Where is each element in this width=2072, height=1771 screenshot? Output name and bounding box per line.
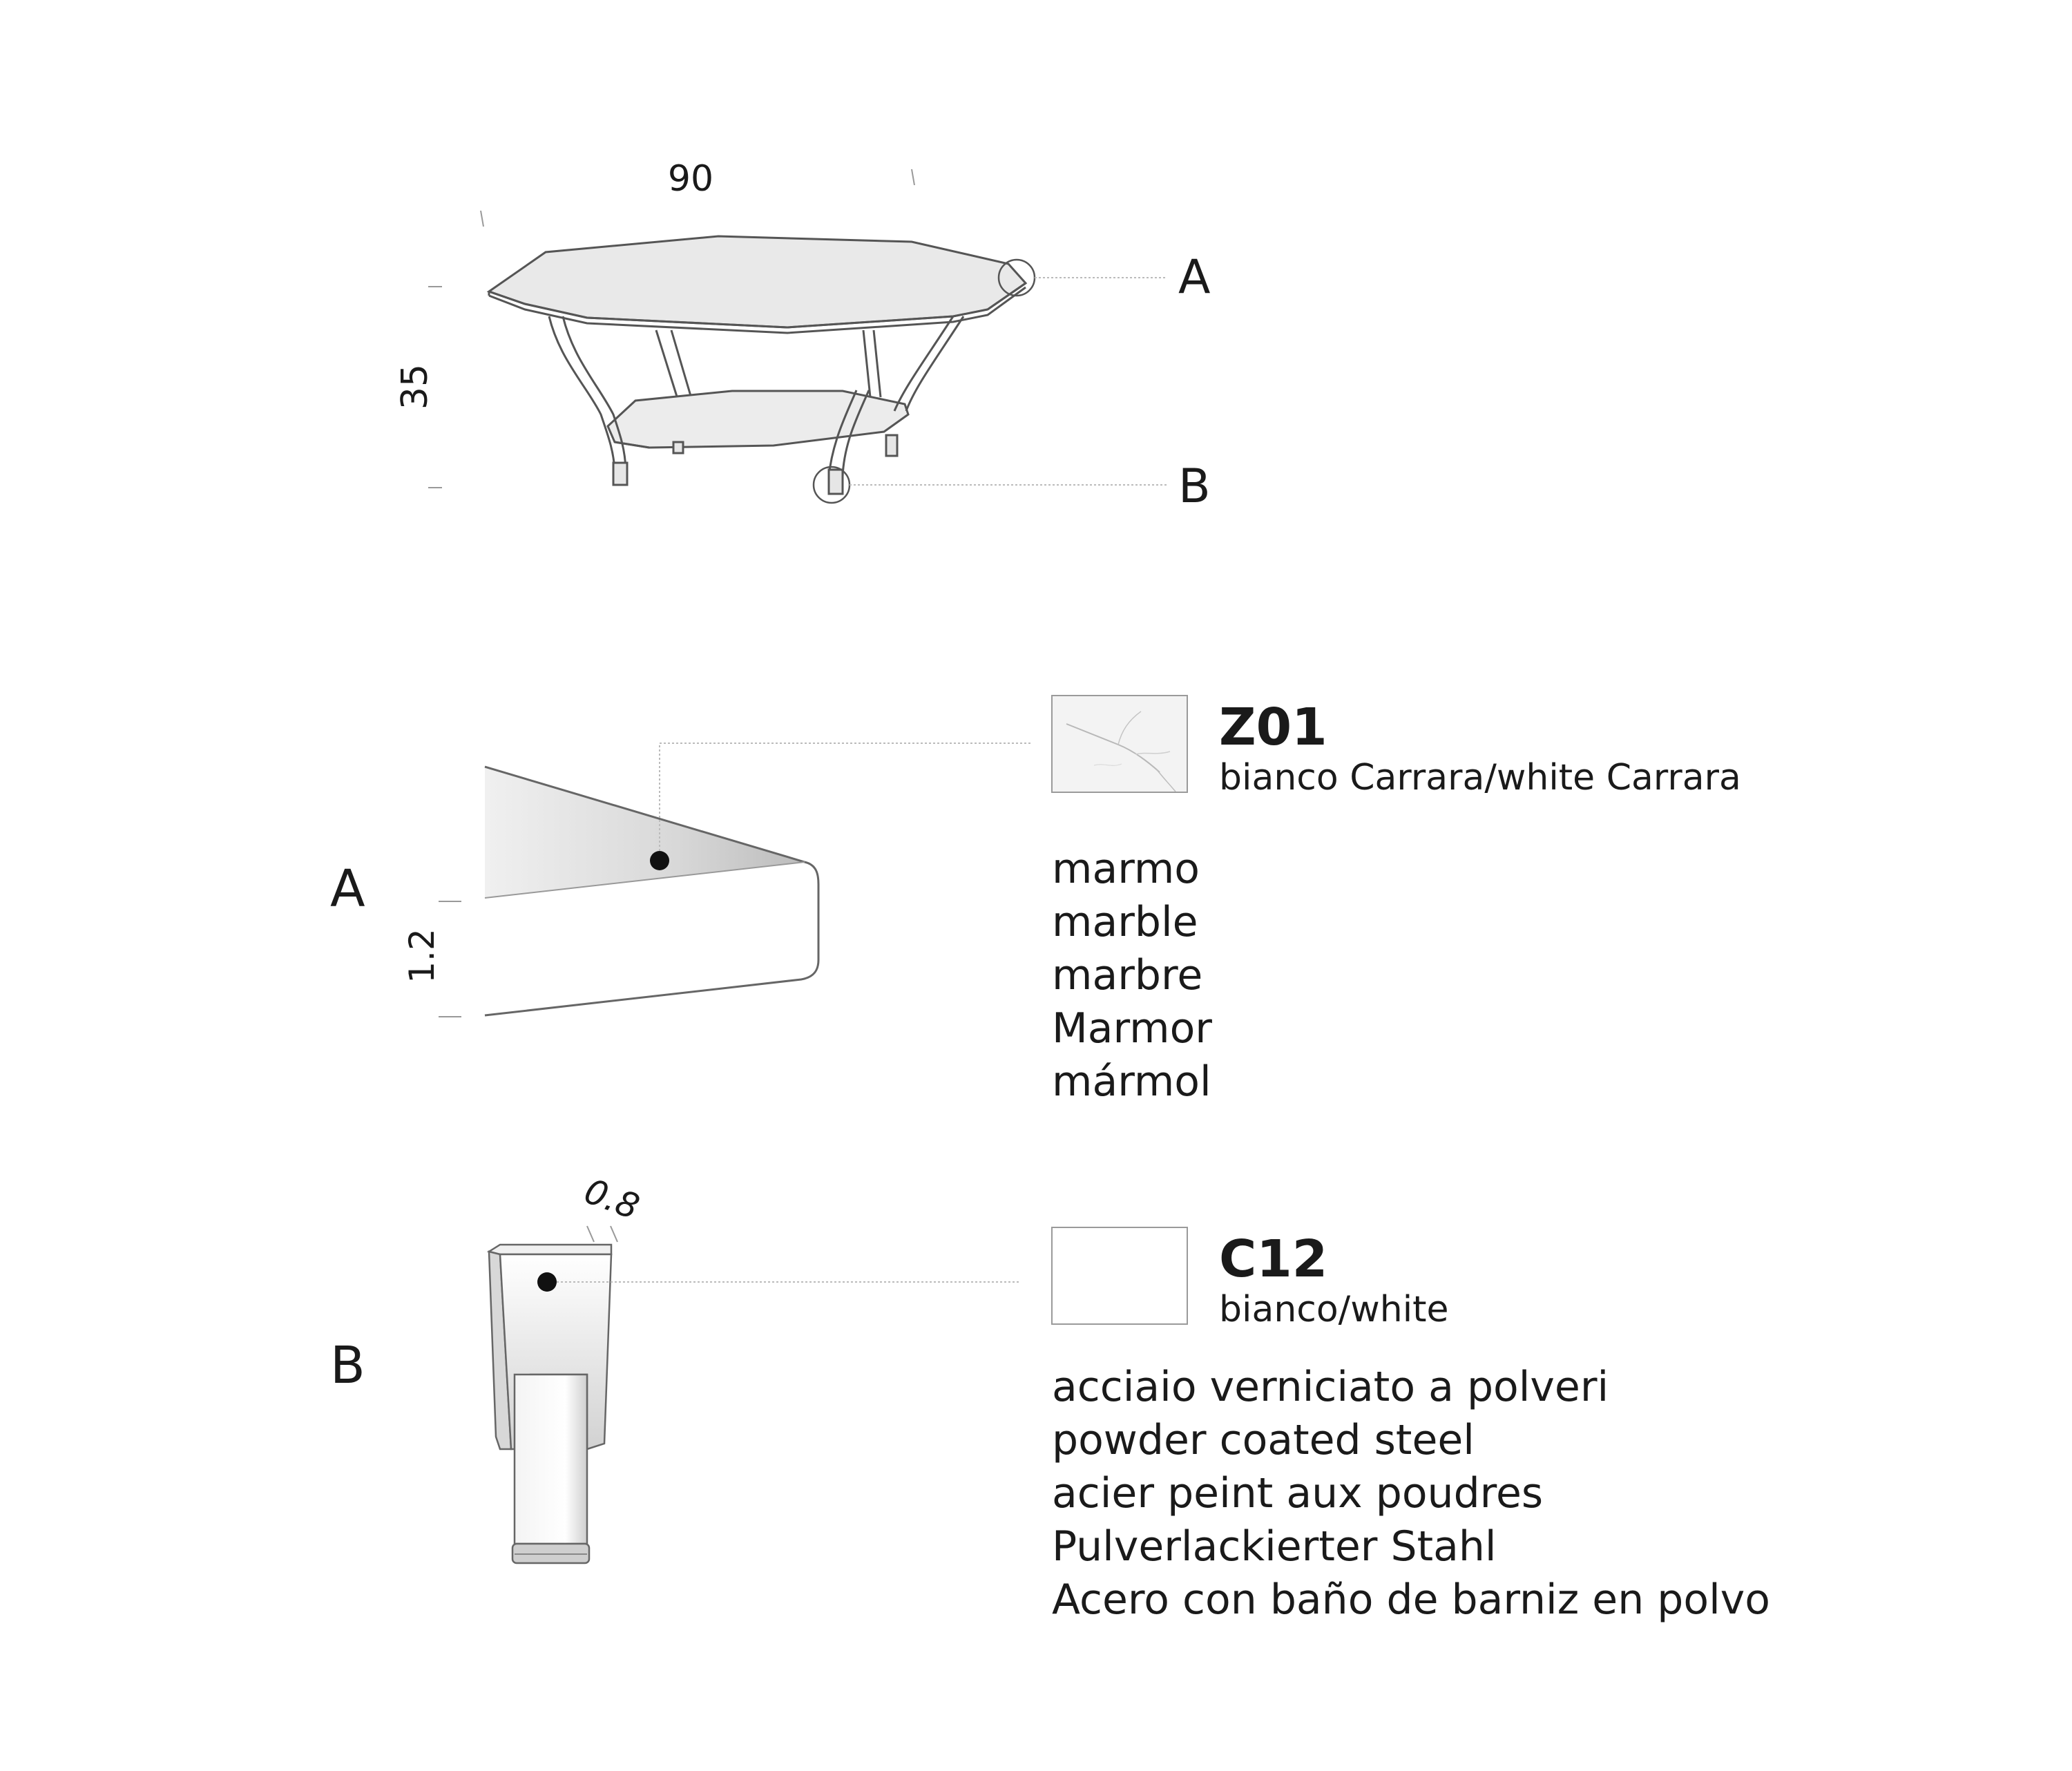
finish-z01-name: bianco Carrara/white Carrara: [1219, 757, 1741, 798]
detail-b-drawing: [489, 1226, 1021, 1563]
finish-c12-name: bianco/white: [1219, 1289, 1449, 1330]
callout-b-label: B: [1178, 459, 1211, 514]
swatch-c12-white: [1051, 1227, 1188, 1325]
callout-a-label: A: [1178, 250, 1211, 305]
finish-c12-materials: [1052, 1361, 1770, 1627]
material-item: acier peint aux poudres: [1052, 1469, 1544, 1518]
material-item: acciaio verniciato a polveri: [1052, 1363, 1609, 1411]
detail-b-label: B: [330, 1336, 365, 1395]
material-item: Acero con baño de barniz en polvo: [1052, 1576, 1770, 1624]
material-item: marbre: [1052, 951, 1203, 999]
marble-texture-icon: [1053, 696, 1188, 793]
detail-a-marker: [650, 851, 669, 870]
dimension-height-label: 35: [394, 363, 436, 410]
detail-a-label: A: [330, 859, 365, 919]
finish-z01-code: Z01: [1219, 698, 1327, 757]
material-item: Marmor: [1052, 1004, 1212, 1053]
table-overview: [489, 236, 1026, 494]
detail-b-marker: [537, 1272, 557, 1292]
detail-b-thickness: 0.8: [579, 1171, 645, 1227]
dimension-width-label: 90: [667, 158, 714, 200]
material-item: marmo: [1052, 845, 1200, 893]
detail-a-thickness: 1.2: [402, 928, 442, 984]
finish-c12-code: C12: [1219, 1229, 1328, 1289]
material-item: powder coated steel: [1052, 1416, 1475, 1464]
material-item: Pulverlackierter Stahl: [1052, 1522, 1497, 1571]
swatch-z01-marble: [1051, 695, 1188, 793]
detail-a-drawing: [439, 743, 1030, 1017]
finish-z01-materials: [1052, 843, 1212, 1109]
material-item: marble: [1052, 898, 1198, 946]
material-item: mármol: [1052, 1057, 1211, 1106]
